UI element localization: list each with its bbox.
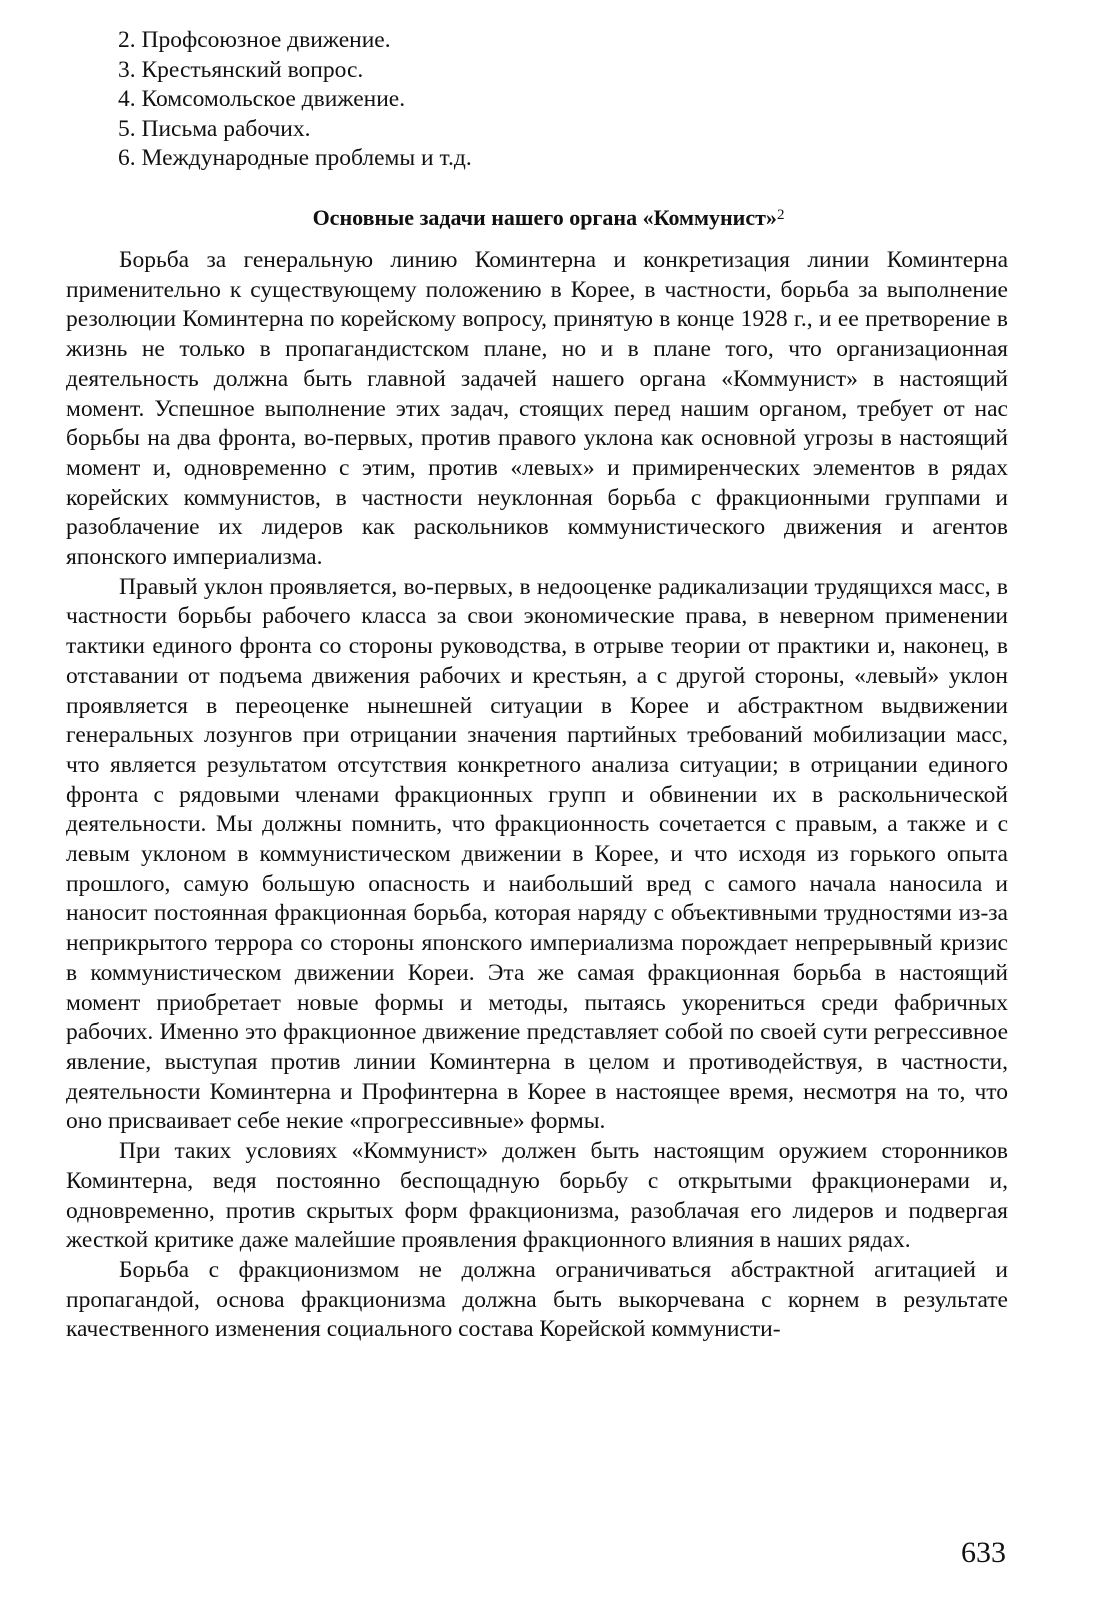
numbered-list: [118, 26, 818, 174]
paragraph: Борьба за генеральную линию Коминтерна и конкретизация линии Коминтерна применительно к существующему положению в Корее, в частности, борьба за выполнение резолюции Коминтерна по корейскому вопросу, принятую в конце 1928 г., и ее претворение в жизнь не только в пропагандистском плане, но и в плане того, что организационная деятельность должна быть главной задачей нашего органа «Коммунист» в настоящий момент. Успешное выполнение этих задач, стоящих перед нашим органом, требует от нас борьбы на два фронта, во-первых, против правого уклона как основной угрозы в настоящий момент и, одновременно с этим, против «левых» и примиренческих элементов в рядах корейских коммунистов, в частности неуклонная борьба с фракционными группами и разоблачение их лидеров как раскольников коммунистического движения и агентов японского империализма.: [66, 247, 1008, 571]
section-heading-text: Основные задачи нашего органа «Коммунист»: [312, 205, 777, 230]
paragraph: При таких условиях «Коммунист» должен быть настоящим оружием сторонников Коминтерна, ведя постоянно беспощадную борьбу с открытыми фракционерами и, одновременно, против скрытых форм фракционизма, разоблачая его лидеров и подвергая жесткой критике даже малейшие проявления фракционного влияния в наших рядах.: [66, 1138, 1008, 1254]
list-item: 6. Международные проблемы и т.д.: [118, 145, 472, 171]
paragraph: Борьба с фракционизмом не должна ограничиваться абстрактной агитацией и пропагандой, основа фракционизма должна быть выкорчевана с корнем в результате качественного изменения социального состава Корейской коммунисти-: [66, 1256, 1008, 1343]
list-item: 4. Комсомольское движение.: [118, 86, 406, 112]
list-item: 2. Профсоюзное движение.: [118, 27, 391, 53]
body-text: [66, 246, 1008, 1345]
footnote-reference: 2: [776, 207, 785, 223]
list-item: 5. Письма рабочих.: [118, 115, 311, 142]
page-number: 633: [961, 1536, 1006, 1569]
section-heading: [0, 203, 1097, 233]
paragraph: Правый уклон проявляется, во-первых, в недооценке радикализации трудящихся масс, в частности борьбы рабочего класса за свои экономические права, в неверном применении тактики единого фронта со стороны руководства, в отрыве теории от практики и, наконец, в отставании от подъема движения рабочих и крестьян, а с другой стороны, «левый» уклон проявляется в переоценке нынешней ситуации в Корее и абстрактном выдвижении генеральных лозунгов при отрицании значения партийных требований мобилизации масс, что является результатом отсутствия конкретного анализа ситуации; в отрицании единого фронта с рядовыми членами фракционных групп и обвинении их в раскольнической деятельности. Мы должны помнить, что фракционность сочетается с правым, а также и с левым уклоном в коммунистическом движении в Корее, и что исходя из горького опыта прошлого, самую большую опасность и наибольший вред с самого начала наносила и наносит постоянная фракционная борьба, которая наряду с объективными трудностями из-за неприкрытого террора со стороны японского империализма порождает непрерывный кризис в коммунистическом движении Кореи. Эта же самая фракционная борьба в настоящий момент приобретает новые формы и методы, пытаясь укорениться среди фабричных рабочих. Именно это фракционное движение представляет собой по своей сути регрессивное явление, выступая против линии Коминтерна в целом и противодействуя, в частности, деятельности Коминтерна и Профинтерна в Корее в настоящее время, несмотря на то, что оно присваивает себе некие «прогрессивные» формы.: [66, 573, 1008, 1135]
list-item: 3. Крестьянский вопрос.: [118, 56, 364, 83]
